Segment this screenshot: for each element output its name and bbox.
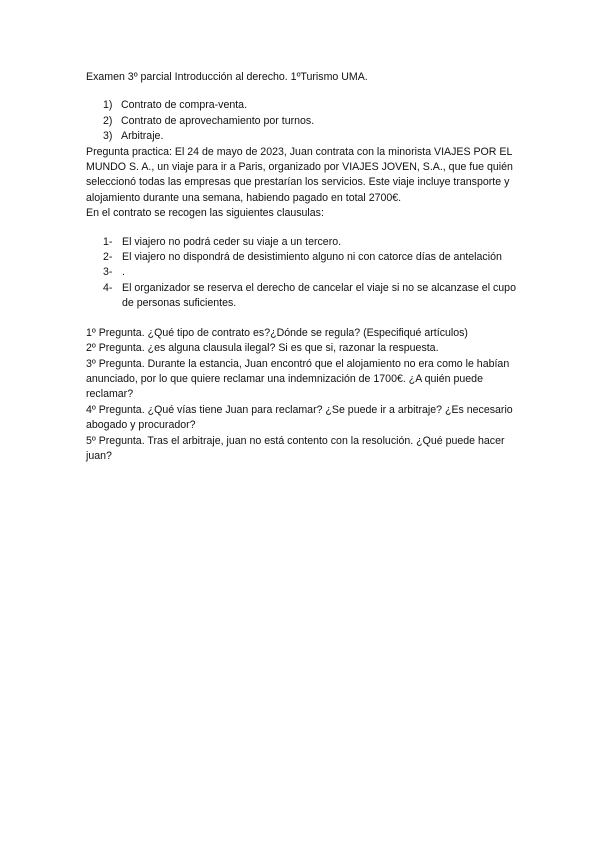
contract-intro: En el contrato se recogen las siguientes clausulas:: [86, 207, 324, 220]
question-label: 3º Pregunta.: [86, 357, 145, 370]
topic-text: Contrato de aprovechamiento por turnos.: [121, 114, 315, 127]
question-label: 5º Pregunta.: [86, 434, 145, 447]
question-text: ¿es alguna clausula ilegal? Si es que si, razonar la respuesta.: [147, 342, 439, 355]
clause-item: [86, 281, 526, 312]
question-text: Durante la estancia, Juan encontró que el alojamiento no era como le habían anunciado, por lo que quiere reclamar una indemnización de 1700€. ¿A quién puede reclamar?: [86, 357, 510, 401]
question-label: 1º Pregunta.: [86, 326, 145, 339]
question-text: ¿Qué tipo de contrato es?¿Dónde se regula? (Especifiqué artículos): [147, 326, 468, 339]
clause-item: [86, 265, 526, 280]
practical-question: Pregunta practica: El 24 de mayo de 2023, Juan contrata con la minorista VIAJES POR EL MUNDO S. A., un viaje para ir a Paris, organizado por VIAJES JOVEN, S.A., que fue quién seleccionó todas las empresas que prestarían los servicios. Este viaje incluye transporte y alojamiento durante una semana, habiendo pagado en total 2700€.: [86, 145, 513, 204]
questions-list: [86, 326, 526, 465]
clause-number: 3-: [103, 266, 113, 279]
topic-number: 1): [103, 99, 113, 112]
topic-item: [86, 98, 526, 113]
topic-item: [86, 129, 526, 144]
question-text: ¿Qué vías tiene Juan para reclamar? ¿Se puede ir a arbitraje? ¿Es necesario abogado y procurador?: [86, 403, 513, 432]
clause-text: El organizador se reserva el derecho de cancelar el viaje si no se alcanzase el cupo de personas suficientes.: [122, 281, 516, 310]
question-label: 4º Pregunta.: [86, 403, 145, 416]
topic-text: Arbitraje.: [121, 130, 164, 143]
question-item: [86, 434, 526, 465]
clause-text: El viajero no podrá ceder su viaje a un tercero.: [122, 235, 342, 248]
topic-number: 3): [103, 130, 113, 143]
topic-text: Contrato de compra-venta.: [121, 99, 248, 112]
topic-number: 2): [103, 114, 113, 127]
clause-number: 4-: [103, 281, 113, 294]
topic-item: [86, 114, 526, 129]
question-text: Tras el arbitraje, juan no está contento con la resolución. ¿Qué puede hacer juan?: [86, 434, 505, 462]
exam-title: Examen 3º parcial Introducción al derecho. 1ºTurismo UMA.: [86, 71, 368, 83]
clause-number: 2-: [103, 251, 113, 264]
clause-text: El viajero no dispondrá de desistimiento alguno ni con catorce días de antelación: [122, 251, 502, 264]
question-item: [86, 357, 526, 403]
question-item: [86, 341, 526, 356]
topics-list: [86, 98, 526, 144]
question-item: [86, 326, 526, 341]
clause-number: 1-: [103, 235, 113, 248]
clause-text: .: [122, 266, 125, 279]
clause-item: [86, 235, 526, 250]
exam-document: [86, 70, 526, 464]
clauses-list: [86, 235, 526, 312]
question-label: 2º Pregunta.: [86, 342, 145, 355]
question-item: [86, 403, 526, 434]
clause-item: [86, 250, 526, 265]
